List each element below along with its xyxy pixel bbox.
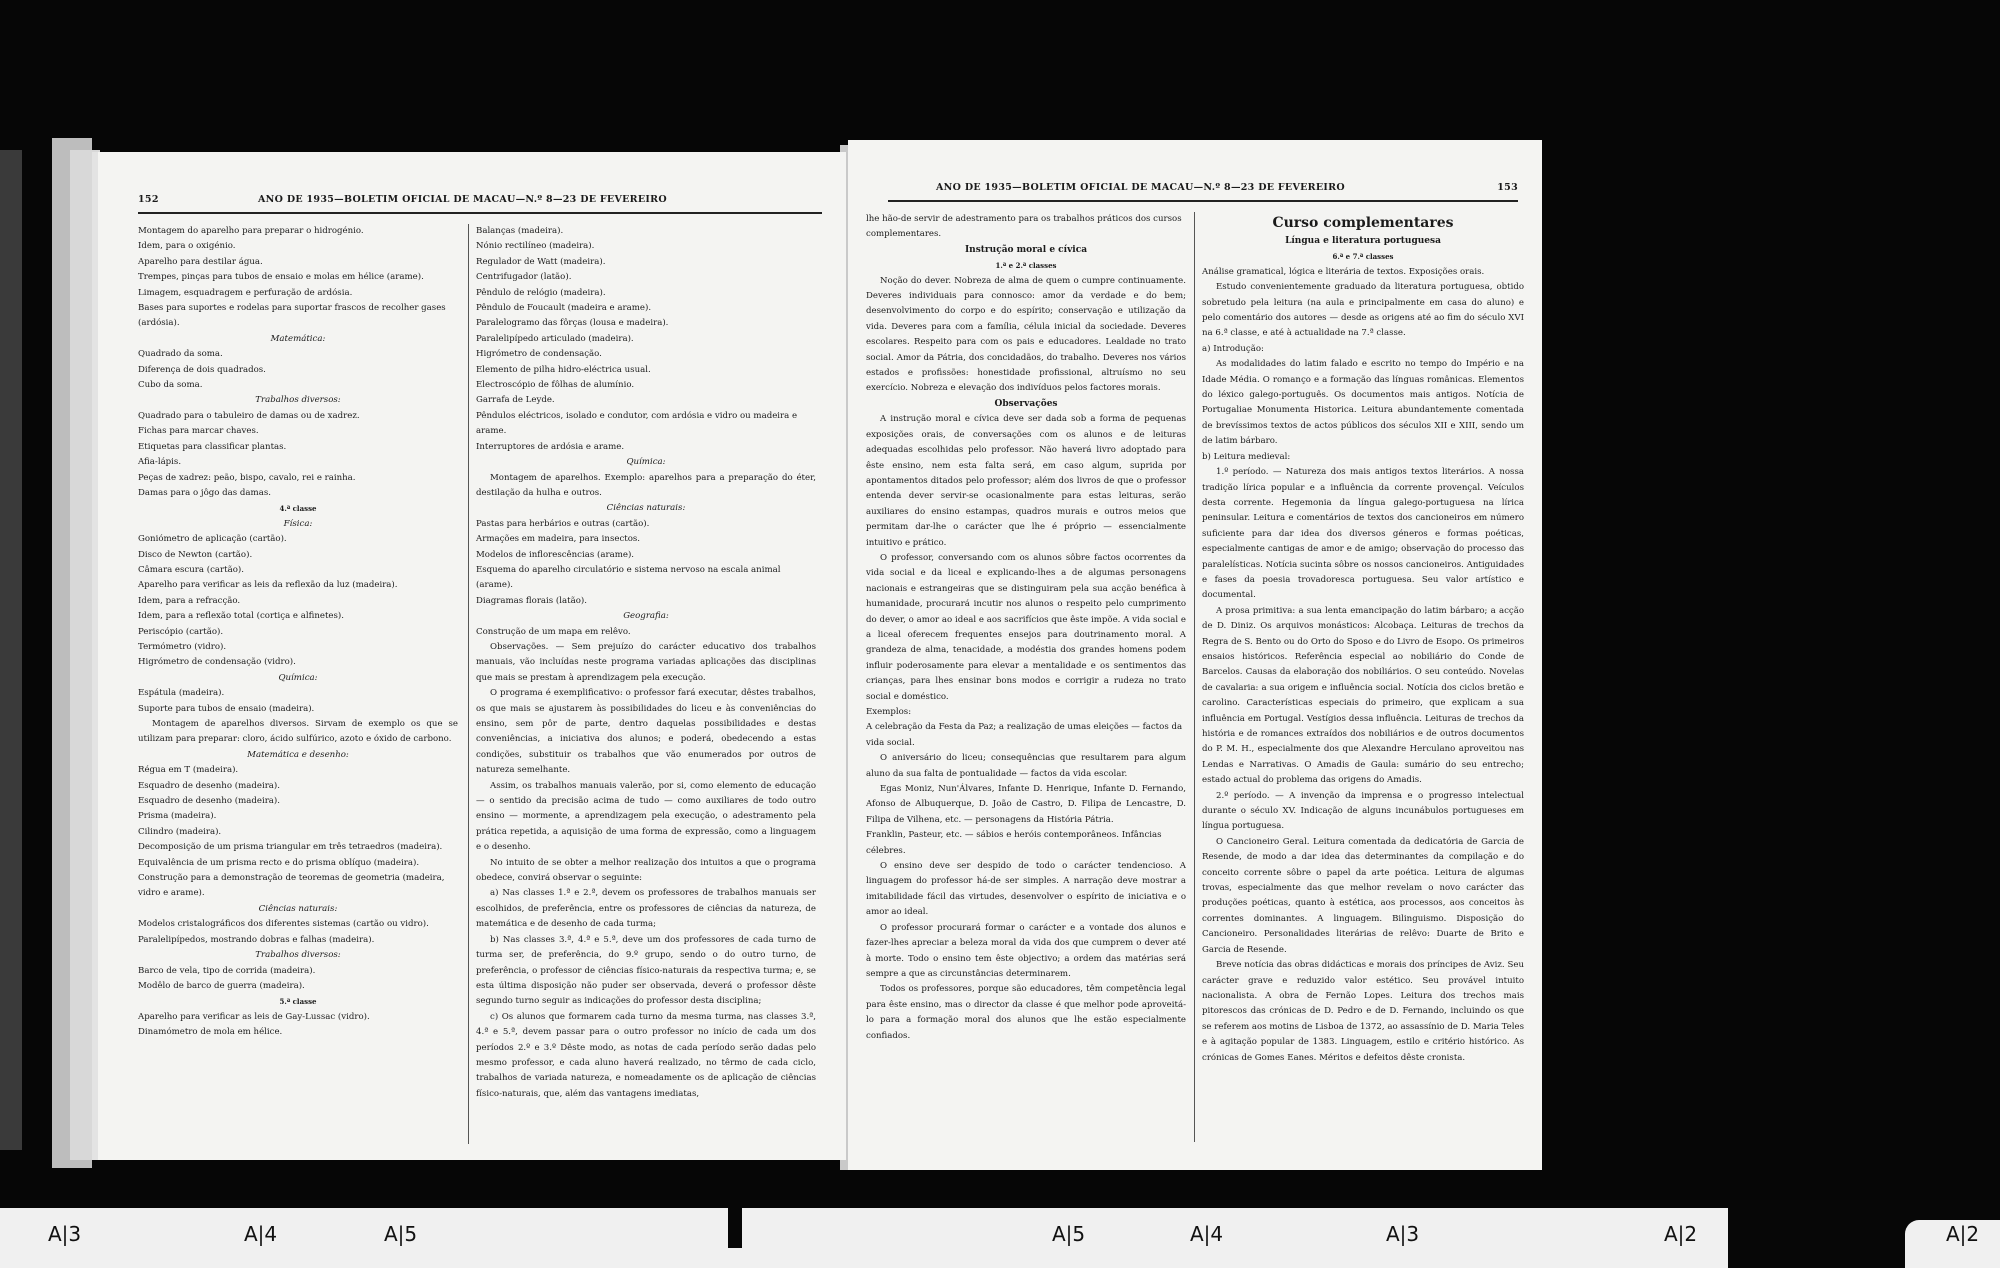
left-column-1 — [138, 224, 458, 1041]
text-line: Interruptores de ardósia e arame. — [476, 441, 625, 452]
film-marker: A|5 — [1052, 1222, 1086, 1246]
text-line: Aparelho para verificar as leis da reflexão da luz (madeira). — [138, 580, 398, 591]
film-marker: A|3 — [1386, 1222, 1420, 1246]
right-column-2 — [1202, 212, 1524, 1066]
film-edge — [0, 150, 22, 1150]
text-line: b) Leitura medieval: — [1202, 451, 1291, 462]
text-line: Centrifugador (latão). — [476, 272, 572, 283]
section-heading: 5.ª classe — [279, 997, 317, 1007]
section-heading: Geografia: — [623, 611, 669, 622]
text-line: Diferença de dois quadrados. — [138, 364, 266, 375]
text-line: Espátula (madeira). — [138, 688, 225, 699]
film-marker: A|2 — [1664, 1222, 1698, 1246]
text-line: Suporte para tubos de ensaio (madeira). — [138, 703, 315, 714]
text-line: Observações. — Sem prejuízo do carácter educativo dos trabalhos manuais, vão incluídas neste programa variadas aplicações das disciplinas que mais se prestam à aprendizagem pela execução. — [476, 641, 816, 683]
text-line: O ensino deve ser despido de todo o carácter tendencioso. A linguagem do professor há-de ser simples. A narração deve mostrar a imitabilidade fácil das virtudes, desenvolver o espírito de iniciativa e o amor ao ideal. — [866, 861, 1186, 918]
text-line: Periscópio (cartão). — [138, 626, 224, 637]
text-line: Régua em T (madeira). — [138, 765, 239, 776]
right-page — [848, 140, 1542, 1170]
text-line: Exemplos: — [866, 707, 912, 717]
text-line: Esquadro de desenho (madeira). — [138, 780, 281, 791]
section-heading: 1.ª e 2.ª classes — [995, 261, 1057, 271]
text-line: Câmara escura (cartão). — [138, 564, 244, 575]
left-page-number: 152 — [138, 194, 159, 205]
text-line: Balanças (madeira). — [476, 226, 564, 236]
text-line: Aparelho para verificar as leis de Gay-Lussac (vidro). — [138, 1011, 370, 1022]
right-column-divider — [1194, 212, 1195, 1142]
text-line: Quadrado da soma. — [138, 349, 223, 360]
text-line: Prisma (madeira). — [138, 811, 217, 822]
text-line: Esquema do aparelho circulatório e sistema nervoso na escala animal (arame). — [476, 564, 781, 591]
section-heading: Observações — [994, 398, 1058, 409]
section-heading: Física: — [283, 518, 313, 529]
film-marker: A|3 — [48, 1222, 82, 1246]
text-line: Franklin, Pasteur, etc. — sábios e heróis contemporâneos. Infâncias célebres. — [866, 830, 1162, 856]
text-line: Modelos cristalográficos dos diferentes sistemas (cartão ou vidro). — [138, 919, 429, 930]
text-line: 1.º período. — Natureza dos mais antigos textos literários. A nossa tradição lírica popular e a influência da corrente provençal. Veículos desta corrente. Hegemonia da língua galego-portuguesa na lírica peninsular. Leitura e comentários de textos dos cancioneiros em número suficiente para dar idea dos diversos géneros e formas poéticas, especialmente cantigas de amor e de amigo; observação do processo das paralelísticas. Notícia sucinta sôbre os nossos cancioneiros. Antiguidades e fases da poesia trovadoresca portuguesa. Seu valor artístico e documental. — [1202, 467, 1524, 601]
text-line: Nónio rectilíneo (madeira). — [476, 241, 595, 252]
text-line: A celebração da Festa da Paz; a realização de umas eleições — factos da vida social. — [866, 722, 1183, 748]
text-line: Bases para suportes e rodelas para suportar frascos de recolher gases (ardósia). — [138, 303, 446, 329]
text-line: Afia-lápis. — [138, 457, 182, 468]
text-line: Aparelho para destilar água. — [138, 256, 263, 267]
text-line: Pêndulo de Foucault (madeira e arame). — [476, 303, 652, 314]
text-line: Paralelipípedo articulado (madeira). — [476, 333, 634, 344]
text-line: Modêlo de barco de guerra (madeira). — [138, 980, 305, 991]
section-heading: Ciências naturais: — [258, 903, 338, 914]
text-line: c) Os alunos que formarem cada turno da mesma turma, nas classes 3.ª, 4.ª e 5.ª, devem passar para o outro professor no início de cada um dos períodos 2.º e 3.º Dêste modo, as notas de cada período serão dadas pelo mesmo professor, e cada aluno haverá realizado, no têrmo de cada ciclo, trabalhos de variada natureza, e nomeadamente os de aplicação de ciências físico-naturais, que, além das vantagens imediatas, — [476, 1011, 816, 1099]
text-line: O professor procurará formar o carácter e a vontade dos alunos e fazer-lhes apreciar a beleza moral da vida dos que cumprem o dever até à morte. Todo o ensino tem êste objectivo; a ordem das matérias será sempre a que as circunstâncias determinarem. — [866, 922, 1186, 979]
text-line: Higrómetro de condensação. — [476, 349, 602, 360]
section-heading: Química: — [626, 457, 666, 468]
left-running-head — [138, 192, 822, 212]
text-line: Higrómetro de condensação (vidro). — [138, 657, 296, 668]
text-line: A prosa primitiva: a sua lenta emancipação do latim bárbaro; a acção de D. Diniz. Os arquivos monásticos: Alcobaça. Leituras de trechos da Regra de S. Bento ou do Orto do Sposo e do Livro de Esopo. Os primeiros ensaios históricos. Referência especial ao nobiliário do Conde de Barcelos. Causas da elaboração dos nobiliários. O seu conteúdo. Novelas de cavalaria: a sua origem e influência social. Notícia dos ciclos bretão e carolino. Características especiais do primeiro, que explicam a sua influência em Portugal. Vestígios dessa influência. Leituras de trechos da história e de romances extraídos dos nobiliários e de outros documentos do P. M. H., especialmente dos que Alexandre Herculano aproveitou nas Lendas e Narrativas. O Amadis de Gaula: sumário do seu entrecho; estado actual do problema das origens do Amadis. — [1202, 605, 1524, 786]
film-marker: A|2 — [1946, 1222, 1980, 1246]
left-running-title: ANO DE 1935—BOLETIM OFICIAL DE MACAU—N.º 8—23 DE FEVEREIRO — [258, 194, 667, 205]
text-line: Idem, para a refracção. — [138, 595, 241, 606]
left-column-divider — [468, 224, 469, 1144]
section-heading: Trabalhos diversos: — [255, 395, 341, 406]
section-heading: 6.ª e 7.ª classes — [1332, 252, 1394, 262]
text-line: Decomposição de um prisma triangular em três tetraedros (madeira). — [138, 842, 443, 853]
text-line: Curso complementares — [1272, 215, 1454, 231]
right-column-1 — [866, 212, 1186, 1044]
text-line: 2.º período. — A invenção da imprensa e o progresso intelectual durante o século XV. Indicação de alguns incunábulos portugueses em língua portuguesa. — [1202, 790, 1524, 832]
section-heading: Matemática: — [270, 333, 326, 344]
section-heading: Ciências naturais: — [606, 503, 686, 514]
text-line: A instrução moral e cívica deve ser dada sob a forma de pequenas exposições orais, de conversações com os alunos e de leituras adequadas escolhidas pelo professor. Não haverá livro adoptado para êste ensino, nem esta falta será, em caso algum, suprida por apontamentos ditados pelo professor; além dos livros de que o professor entenda dever servir-se ocasionalmente para estas leituras, serão auxiliares do ensino estampas, quadros murais e outros meios que permitam dar-lhe o carácter que lhe é próprio — essencialmente intuitivo e prático. — [866, 414, 1186, 548]
text-line: Disco de Newton (cartão). — [138, 549, 253, 560]
text-line: Idem, para a reflexão total (cortiça e alfinetes). — [138, 611, 345, 622]
text-line: Montagem do aparelho para preparar o hidrogénio. — [138, 226, 364, 236]
text-line: Trempes, pinças para tubos de ensaio e molas em hélice (arame). — [138, 272, 424, 283]
text-line: Dinamómetro de mola em hélice. — [138, 1027, 283, 1038]
text-line: Modelos de inflorescências (arame). — [476, 549, 635, 560]
text-line: Pêndulo de relógio (madeira). — [476, 287, 606, 298]
text-line: a) Introdução: — [1202, 343, 1264, 354]
text-line: Cilindro (madeira). — [138, 826, 222, 837]
paper-edge-stack-inner — [70, 150, 100, 1160]
text-line: Elemento de pilha hidro-eléctrica usual. — [476, 364, 651, 375]
section-heading: Instrução moral e cívica — [964, 244, 1088, 255]
section-heading: Trabalhos diversos: — [255, 950, 341, 961]
text-line: Idem, para o oxigénio. — [138, 241, 236, 252]
text-line: O aniversário do liceu; consequências que resultarem para algum aluno da sua falta de pontualidade — factos da vida escolar. — [866, 753, 1186, 779]
film-notch — [728, 1208, 742, 1248]
text-line: Limagem, esquadragem e perfuração de ardósia. — [138, 287, 353, 298]
left-column-2 — [476, 224, 816, 1102]
text-line: lhe hão-de servir de adestramento para os trabalhos práticos dos cursos complementares. — [866, 214, 1182, 240]
text-line: Termómetro (vidro). — [138, 641, 227, 652]
section-heading: Língua e literatura portuguesa — [1285, 236, 1441, 246]
text-line: Análise gramatical, lógica e literária de textos. Exposições orais. — [1202, 266, 1485, 277]
text-line: Quadrado para o tabuleiro de damas ou de xadrez. — [138, 410, 360, 421]
text-line: Esquadro de desenho (madeira). — [138, 796, 281, 807]
right-head-rule — [888, 200, 1518, 202]
text-line: Breve notícia das obras didácticas e morais dos príncipes de Aviz. Seu carácter grave e reduzido valor estético. Seu provável intuito nacionalista. A obra de Fernão Lopes. Leitura dos trechos mais pitorescos das crónicas de D. Pedro e de D. Fernando, incluindo os que se referem aos motins de Lisboa de 1372, ao assassínio de D. Maria Teles e à agitação popular de 1383. Linguagem, estilo e critério histórico. As crónicas de Gomes Eanes. Méritos e defeitos dêste cronista. — [1202, 960, 1524, 1063]
film-marker: A|5 — [384, 1222, 418, 1246]
section-heading: 4.ª classe — [279, 504, 317, 514]
text-line: Estudo convenientemente graduado da literatura portuguesa, obtido sobretudo pela leitura (na aula e principalmente em casa do aluno) e pelo comentário dos autores — desde as origens até ao fim do século XVI na 6.ª classe, e até à actualidade na 7.ª classe. — [1202, 282, 1524, 339]
text-line: Pastas para herbários e outras (cartão). — [476, 518, 650, 529]
text-line: O professor, conversando com os alunos sôbre factos ocorrentes da vida social e da liceal e explicando-lhes a de algumas personagens nacionais e estrangeiras que se distinguiram pela sua acção benéfica à humanidade, procurará incutir nos alunos o respeito pelo cumprimento do dever, o amor ao ideal e aos sacrifícios que êste impõe. A vida social e a liceal oferecem frequentes ensejos para doutrinamento moral. A grandeza de alma, tenacidade, a modéstia dos grandes homens podem influir poderosamente para elevar a mentalidade e os sentimentos das crianças, para lhes ensinar bons modos e corrigir a rudeza no trato social e doméstico. — [866, 552, 1186, 702]
text-line: Construção de um mapa em relêvo. — [476, 626, 631, 637]
section-heading: Química: — [278, 672, 318, 683]
text-line: Construção para a demonstração de teoremas de geometria (madeira, vidro e arame). — [138, 873, 445, 899]
text-line: Pêndulos eléctricos, isolado e condutor, com ardósia e vidro ou madeira e arame. — [476, 410, 798, 437]
right-page-number: 153 — [1497, 182, 1518, 193]
text-line: Paralelipípedos, mostrando dobras e falhas (madeira). — [138, 934, 375, 945]
text-line: No intuito de se obter a melhor realização dos intuitos a que o programa obedece, convirá observar o seguinte: — [476, 857, 816, 884]
text-line: Egas Moniz, Nun'Álvares, Infante D. Henrique, Infante D. Fernando, Afonso de Albuquerque, D. João de Castro, D. Filipa de Lencastre, D. Filipa de Vilhena, etc. — personagens da História Pátria. — [866, 784, 1186, 825]
left-head-rule — [138, 212, 822, 214]
text-line: b) Nas classes 3.ª, 4.ª e 5.ª, deve um dos professores de cada turno de turma ser, de preferência, do 9.º grupo, sendo o do outro turno, de preferência, o professor de ciências físico-naturais da respectiva turma; e, se esta última disposição não puder ser observada, deverá o professor dêste segundo turno seguir as indicações do professor desta disciplina; — [476, 934, 816, 1007]
text-line: Montagem de aparelhos. Exemplo: aparelhos para a preparação do éter, destilação da hulha e outros. — [476, 472, 816, 498]
right-running-title: ANO DE 1935—BOLETIM OFICIAL DE MACAU—N.º 8—23 DE FEVEREIRO — [936, 182, 1345, 193]
text-line: Peças de xadrez: peão, bispo, cavalo, rei e rainha. — [138, 472, 356, 483]
text-line: Barco de vela, tipo de corrida (madeira). — [138, 965, 316, 976]
text-line: Fichas para marcar chaves. — [138, 426, 259, 437]
text-line: Paralelogramo das fôrças (lousa e madeira). — [476, 318, 669, 329]
text-line: Cubo da soma. — [138, 380, 203, 391]
text-line: As modalidades do latim falado e escrito no tempo do Império e na Idade Média. O romanço e a formação das línguas românicas. Elementos do léxico galego-português. Os documentos mais antigos. Notícia de Portugaliae Monumenta Historica. Leitura abundantemente comentada de brevíssimos textos de actos públicos dos séculos XII e XIII, sendo um de latim bárbaro. — [1202, 359, 1524, 447]
text-line: Assim, os trabalhos manuais valerão, por si, como elemento de educação — o sentido da precisão acima de tudo — como auxiliares de todo outro ensino — mormente, a aprendizagem pela execução, o adestramento pela prática repetida, a aquisição de uma forma de expressão, como a linguagem e o desenho. — [476, 780, 816, 853]
right-running-head — [888, 180, 1518, 200]
text-line: Damas para o jôgo das damas. — [138, 487, 271, 498]
text-line: Todos os professores, porque são educadores, têm competência legal para êste ensino, mas o director da classe é que melhor pode aproveitá-lo para a formação moral dos alunos que lhe estão especialmente confiados. — [866, 984, 1186, 1041]
section-heading: Matemática e desenho: — [247, 749, 349, 760]
text-line: Electroscópio de fôlhas de alumínio. — [476, 380, 635, 391]
text-line: Equivalência de um prisma recto e do prisma oblíquo (madeira). — [138, 857, 420, 868]
text-line: Regulador de Watt (madeira). — [476, 256, 606, 267]
left-page — [98, 152, 846, 1160]
text-line: Noção do dever. Nobreza de alma de quem o cumpre continuamente. Deveres individuais para connosco: amor da verdade e do bem; desenvolvimento do corpo e do espírito; conservação e utilização da vida. Deveres para com a família, célula inicial da sociedade. Deveres escolares. Respeito para com os pais e educadores. Lealdade no trato social. Amor da Pátria, dos concidadãos, do trabalho. Deveres nos vários estados e profissões: honestidade profissional, altruísmo no seu exercício. Nobreza e elevação dos indivíduos pelos factores morais. — [866, 275, 1186, 394]
text-line: Armações em madeira, para insectos. — [476, 534, 641, 545]
text-line: Goniómetro de aplicação (cartão). — [138, 534, 287, 545]
film-marker: A|4 — [244, 1222, 278, 1246]
text-line: Etiquetas para classificar plantas. — [138, 441, 287, 452]
film-marker: A|4 — [1190, 1222, 1224, 1246]
text-line: a) Nas classes 1.ª e 2.ª, devem os professores de trabalhos manuais ser escolhidos, de preferência, entre os professores de ciências da natureza, de matemática e de desenho de cada turma; — [476, 888, 816, 930]
text-line: O Cancioneiro Geral. Leitura comentada da dedicatória de Garcia de Resende, de modo a dar idea das determinantes da compilação e do conceito corrente sôbre o papel da arte poética. Leitura de algumas trovas, especialmente das que melhor revelam o novo carácter das produções poéticas, quanto à estética, aos processos, aos conceitos às correntes dominantes. A linguagem. Bilinguismo. Disposição do Cancioneiro. Personalidades literárias de relêvo: Duarte de Brito e Garcia de Resende. — [1202, 836, 1524, 955]
text-line: Montagem de aparelhos diversos. Sirvam de exemplo os que se utilizam para preparar: cloro, ácido sulfúrico, azoto e óxido de carbono. — [138, 719, 458, 745]
text-line: Garrafa de Leyde. — [476, 395, 555, 406]
text-line: Diagramas florais (latão). — [476, 595, 587, 606]
text-line: O programa é exemplificativo: o professor fará executar, dêstes trabalhos, os que mais se ajustarem às possibilidades do liceu e às conveniências do ensino, sem pôr de parte, dentro daquelas possibilidades e destas conveniências, a iniciativa dos alunos; e poderá, obedecendo a estas condições, substituir os trabalhos que vão enumerados por outros de natureza semelhante. — [476, 688, 816, 776]
